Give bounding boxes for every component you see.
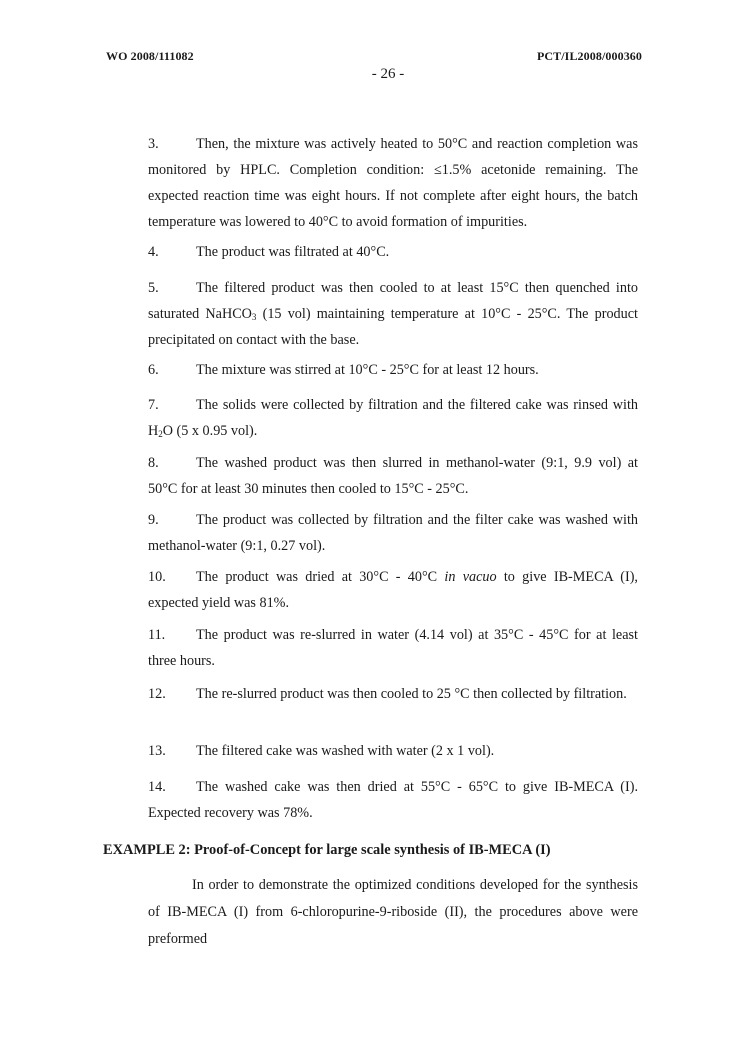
step-number: 9. bbox=[148, 512, 159, 528]
example-heading: EXAMPLE 2: Proof-of-Concept for large scale synthesis of IB-MECA (I) bbox=[103, 842, 551, 858]
step-text: The re-slurred product was then cooled to 25 °C then collected by filtration. bbox=[196, 686, 627, 702]
step-text-after: to give IB-MECA (I), expected yield was 81%. bbox=[148, 569, 638, 611]
step-number: 6. bbox=[148, 362, 159, 378]
step-number: 14. bbox=[148, 779, 166, 795]
step-text: Then, the mixture was actively heated to 50°C and reaction completion was monitored by HPLC. Completion condition: ≤1.5% acetonide remaining. The expected reaction time was eight hours. If not complete after eight hours, the batch temperature was lowered to 40°C to avoid formation of impurities. bbox=[148, 136, 638, 230]
subscript: 2 bbox=[158, 429, 163, 439]
step-number: 8. bbox=[148, 455, 159, 471]
application-number: PCT/IL2008/000360 bbox=[536, 49, 642, 63]
step-text: The washed cake was then dried at 55°C - 65°C to give IB-MECA (I). Expected recovery was 78%. bbox=[148, 779, 638, 821]
step-10 bbox=[148, 564, 638, 616]
step-text-after: (15 vol) maintaining temperature at 10°C - 25°C. The product precipitated on contact with the base. bbox=[148, 306, 638, 348]
step-text-before: The solids were collected by filtration and the filtered cake was rinsed with H bbox=[148, 397, 638, 439]
step-text-after: O (5 x 0.95 vol). bbox=[162, 423, 258, 439]
step-number: 3. bbox=[148, 136, 159, 152]
step-5 bbox=[148, 275, 638, 353]
step-number: 5. bbox=[148, 280, 159, 296]
step-6 bbox=[148, 357, 638, 383]
step-number: 4. bbox=[148, 244, 159, 260]
step-14 bbox=[148, 774, 638, 826]
step-text: The filtered cake was washed with water (2 x 1 vol). bbox=[196, 743, 495, 759]
example-intro: In order to demonstrate the optimized conditions developed for the synthesis of IB-MECA (I) from 6-chloropurine-9-riboside (II), the procedures above were preformed bbox=[148, 877, 638, 947]
step-3 bbox=[148, 131, 638, 235]
step-4 bbox=[148, 239, 638, 265]
step-number: 11. bbox=[148, 627, 166, 643]
step-text: The washed product was then slurred in methanol-water (9:1, 9.9 vol) at 50°C for at least 30 minutes then cooled to 15°C - 25°C. bbox=[148, 455, 638, 497]
step-12 bbox=[148, 681, 638, 707]
step-text-before: The filtered product was then cooled to at least 15°C then quenched into saturated NaHCO bbox=[148, 280, 638, 322]
step-9 bbox=[148, 507, 638, 559]
step-text: The product was collected by filtration and the filter cake was washed with methanol-water (9:1, 0.27 vol). bbox=[148, 512, 638, 554]
page-number: - 26 - bbox=[371, 66, 405, 82]
step-text-before: The product was dried at 30°C - 40°C bbox=[196, 569, 445, 585]
step-number: 13. bbox=[148, 743, 166, 759]
step-11 bbox=[148, 622, 638, 674]
step-text: The product was filtrated at 40°C. bbox=[196, 244, 390, 260]
step-number: 7. bbox=[148, 397, 159, 413]
step-8 bbox=[148, 450, 638, 502]
publication-number: WO 2008/111082 bbox=[106, 49, 194, 63]
step-number: 10. bbox=[148, 569, 166, 585]
subscript: 3 bbox=[251, 312, 257, 322]
step-number: 12. bbox=[148, 686, 166, 702]
step-7 bbox=[148, 392, 638, 444]
italic-term: in vacuo bbox=[444, 569, 497, 585]
step-13 bbox=[148, 738, 638, 764]
step-text: The mixture was stirred at 10°C - 25°C for at least 12 hours. bbox=[196, 362, 539, 378]
step-text: The product was re-slurred in water (4.14 vol) at 35°C - 45°C for at least three hours. bbox=[148, 627, 638, 669]
